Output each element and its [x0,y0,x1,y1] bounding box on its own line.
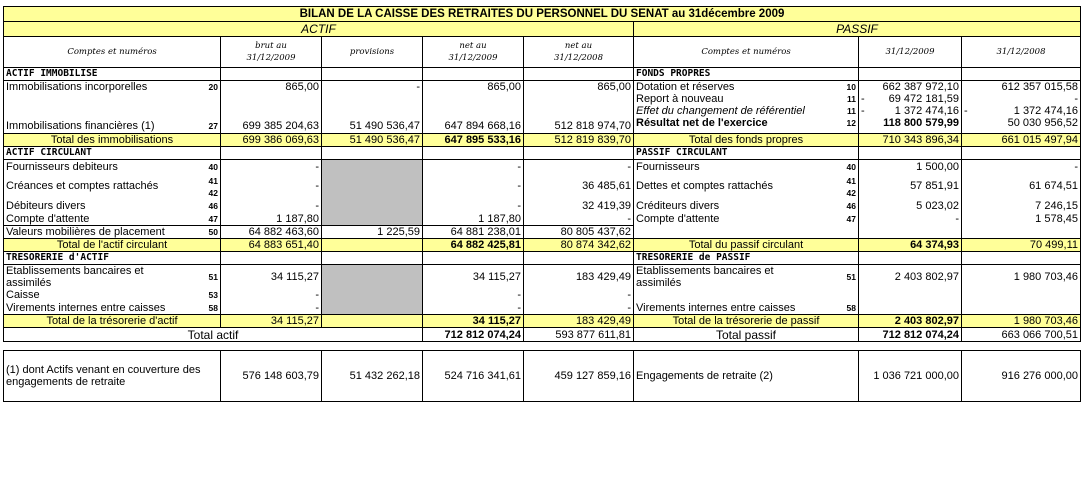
passif-circulant-2008: - 61 674,51 7 246,15 1 578,45 [962,160,1081,239]
total-actif-net-2008: 593 877 611,81 [524,328,634,342]
passif-circulant-2009: 1 500,00 57 851,91 5 023,02 - [859,160,962,239]
col-header-comptes-passif: Comptes et numéros [634,37,859,68]
engagements-label: Engagements de retraite (2) [634,351,859,402]
tresorerie-actif-net: 34 115,27 - - [423,265,524,315]
tresorerie-passif-2008: 1 980 703,46 [962,265,1081,315]
col-header-brut: brut au 31/12/2009 [221,37,322,68]
section-fonds-propres: FONDS PROPRES [634,68,859,81]
total-passif-label: Total passif [634,328,859,342]
total-tresorerie-passif-label: Total de la trésorerie de passif [634,315,859,328]
tresorerie-actif-labels: Etablissements bancaires et assimilés Caisse Virements internes entre caisses [4,265,202,315]
tresorerie-passif-2009: 2 403 802,97 [859,265,962,315]
col-header-comptes-actif: Comptes et numéros [4,37,221,68]
col-header-passif-2008: 31/12/2008 [962,37,1081,68]
col-header-net-2008: net au 31/12/2008 [524,37,634,68]
footnote-net: 524 716 341,61 [423,351,524,402]
fonds-propres-labels: Dotation et réserves Report à nouveau Effet du changement de référentiel Résultat net de l'exercice [634,81,845,134]
tresorerie-passif-labels: Etablissements bancaires et assimilés Virements internes entre caisses [634,265,845,315]
actif-immobilise-labels: Immobilisations incorporelles Immobilisations financières (1) [4,81,202,134]
col-header-provisions: provisions [322,37,423,68]
tresorerie-actif-net-2008: 183 429,49 - - [524,265,634,315]
actif-immobilise-net-2008: 865,00 512 818 974,70 [524,81,634,134]
passif-circulant-labels: Fournisseurs Dettes et comptes rattachés Créditeurs divers Compte d'attente [634,160,845,239]
section-tresorerie-passif: TRESORERIE de PASSIF [634,252,859,265]
actif-immobilise-net: 865,00 647 894 668,16 [423,81,524,134]
engagements-2008: 916 276 000,00 [962,351,1081,402]
section-actif-immobilise: ACTIF IMMOBILISE [4,68,221,81]
provisions-grayed-cell-tresorerie [322,265,423,315]
tresorerie-actif-brut: 34 115,27 - - [221,265,322,315]
actif-circulant-net-2008: - 36 485,61 32 419,39 - [524,160,634,226]
col-header-net-2009: net au 31/12/2009 [423,37,524,68]
total-actif-label: Total actif [4,328,423,342]
footnote-brut: 576 148 603,79 [221,351,322,402]
actif-heading: ACTIF [4,22,634,37]
section-tresorerie-actif: TRESORERIE d'ACTIF [4,252,221,265]
footnote-net-2008: 459 127 859,16 [524,351,634,402]
balance-sheet [3,6,1081,402]
total-passif-circulant-label: Total du passif circulant [634,239,859,252]
sheet-title: BILAN DE LA CAISSE DES RETRAITES DU PERSONNEL DU SENAT au 31décembre 2009 [4,7,1081,22]
total-actif-circulant-label: Total de l'actif circulant [4,239,221,252]
balance-table: BILAN DE LA CAISSE DES RETRAITES DU PERSONNEL DU SENAT au 31décembre 2009 ACTIF PASSIF Comptes et numéros brut au 31/12/2009 provisions net au 31/12/2009 net au 31/12/2008 Comptes et numéros 31/12/2009 31/12/2008 ACTIF IMMOBILISE FONDS PROPRES Immobilisations incorporelles Immobilisations financières (1) 20 27 865,00 699 385 204,63 - 51 490 536,47 865,00 647 894 668,16 865,00 512 818 974,70 Dotation et réserves Report à nouveau Effet du changement de référentiel Résultat net de l'exercice 10 11 11 12 662 387 972,10 - 69 472 181,59 - 1 372 474,16 118 800 579,99 612 357 015,58 - - 1 372 474,16 50 030 956,52 Total des immobilisations 699 386 069,63 51 490 536,47 647 895 533,16 512 819 839,70 Total des fonds propres 710 343 896,34 661 015 497,94 ACTIF CIRCULANT PASSIF CIRCULANT Fournisseurs debiteurs Créances et comptes rattachés Débiteurs divers Compte d'attente 40 41 42 46 47 - - - 1 187,80 - - - 1 187,80 - 36 485,61 32 419,39 - Fournisseurs Dettes et comptes rattachés Créditeurs divers Compte d'attente 40 41 42 46 47 1 500,00 57 851,91 5 023,02 - - 61 674,51 7 246,15 1 578,45 Valeurs mobilières de placement 50 64 882 463,60 1 225,59 64 881 238,01 80 805 437,62 Total de l'actif circulant 64 883 651,40 64 882 425,81 80 874 342,62 Total du passif circulant 64 374,93 70 499,11 TRESORERIE d'ACTIF TRESORERIE de PASSIF Etablissements bancaires et assimilés Caisse Virements internes entre caisses 51 53 58 34 115,27 - - 34 115,27 - - 183 429,49 - - Etablissements bancaires et assimilés Virements internes entre caisses 51 58 2 403 802,97 1 980 703,46 Total de la trésorerie d'actif 34 115,27 34 115,27 183 429,49 Total de la trésorerie de passif 2 403 802,97 1 980 703,46 Total actif 712 812 074,24 593 877 611,81 Total passif 712 812 074,24 663 066 700,51 (1) dont Actifs venant en couverture des engagements de retraite 576 148 603,79 51 432 262,18 524 716 341,61 459 127 859,16 Engagements de retraite (2) 1 036 721 000,00 916 276 000,00 [3,6,1081,402]
fonds-propres-2009: 662 387 972,10 - 69 472 181,59 - 1 372 474,16 118 800 579,99 [859,81,962,134]
total-immobilisations-label: Total des immobilisations [4,134,221,147]
actif-immobilise-brut: 865,00 699 385 204,63 [221,81,322,134]
actif-circulant-net: - - - 1 187,80 [423,160,524,226]
actif-circulant-brut: - - - 1 187,80 [221,160,322,226]
total-fonds-propres-label: Total des fonds propres [634,134,859,147]
col-header-passif-2009: 31/12/2009 [859,37,962,68]
footnote-provisions: 51 432 262,18 [322,351,423,402]
total-passif-2009: 712 812 074,24 [859,328,962,342]
footnote-label: (1) dont Actifs venant en couverture des engagements de retraite [4,351,221,402]
fonds-propres-2008: 612 357 015,58 - - 1 372 474,16 50 030 956,52 [962,81,1081,134]
total-passif-2008: 663 066 700,51 [962,328,1081,342]
actif-circulant-labels: Fournisseurs debiteurs Créances et comptes rattachés Débiteurs divers Compte d'attente [4,160,202,226]
engagements-2009: 1 036 721 000,00 [859,351,962,402]
vmp-label: Valeurs mobilières de placement [4,226,202,239]
total-actif-net: 712 812 074,24 [423,328,524,342]
section-actif-circulant: ACTIF CIRCULANT [4,147,221,160]
passif-heading: PASSIF [634,22,1081,37]
provisions-grayed-cell [322,160,423,226]
actif-immobilise-provisions: - 51 490 536,47 [322,81,423,134]
total-tresorerie-actif-label: Total de la trésorerie d'actif [4,315,221,328]
section-passif-circulant: PASSIF CIRCULANT [634,147,859,160]
